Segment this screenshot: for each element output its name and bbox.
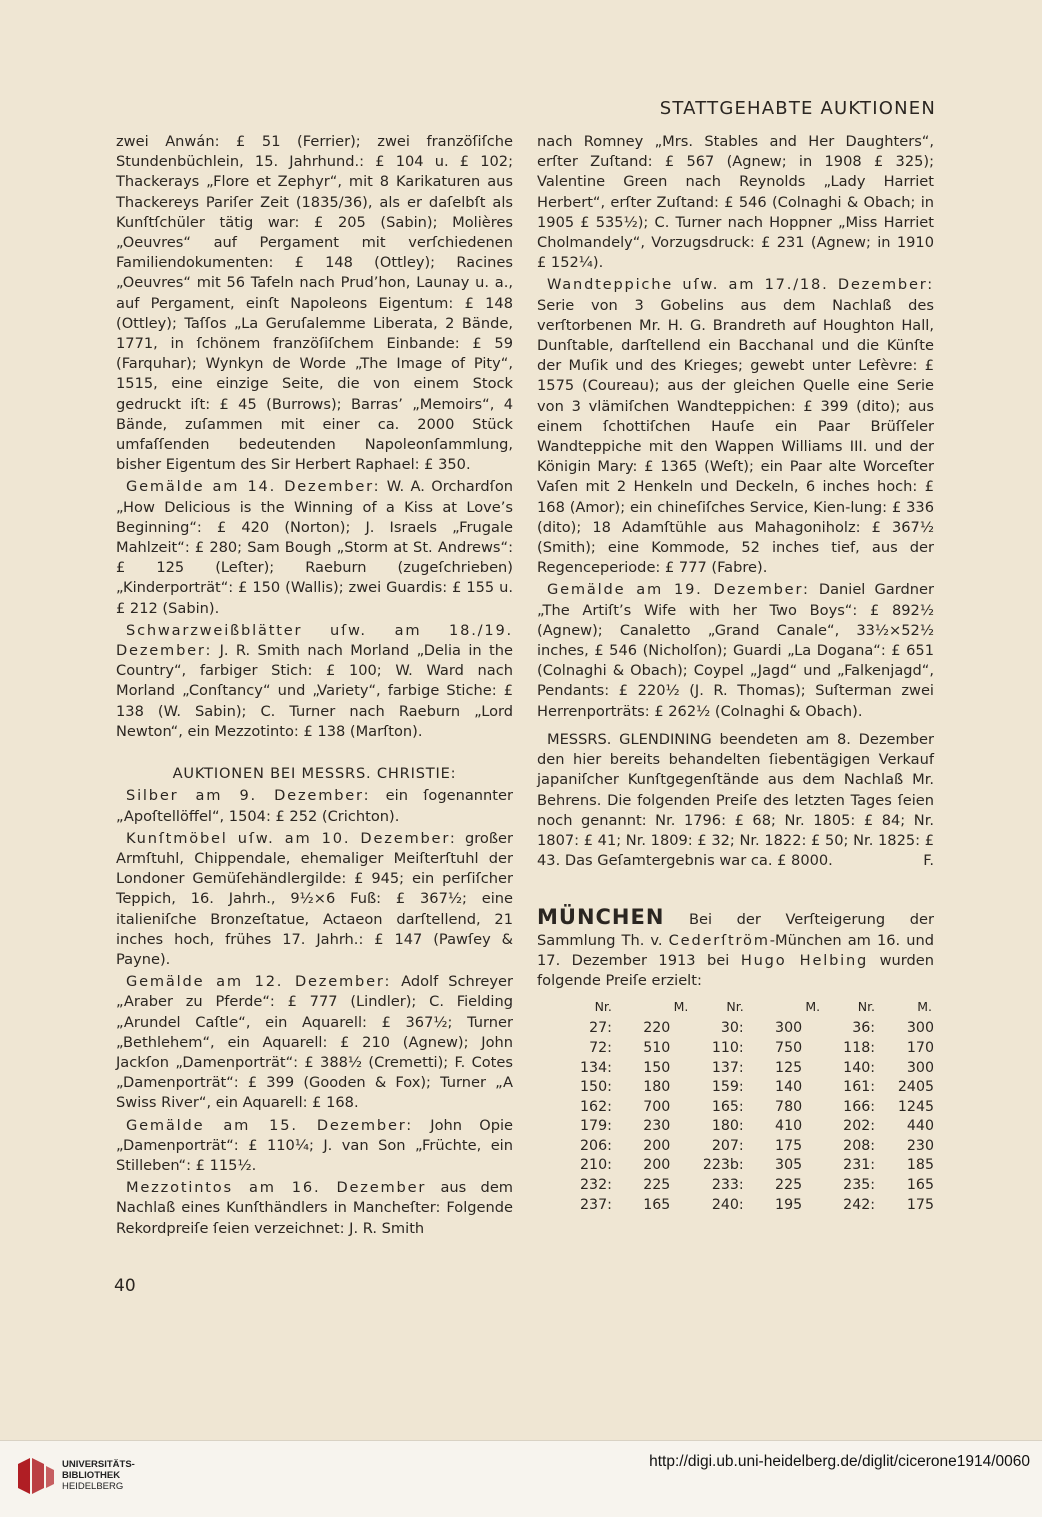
price-cell: 780 bbox=[775, 1098, 803, 1115]
price-cell: 150 bbox=[643, 1059, 671, 1076]
lot-number-cell: 207: bbox=[711, 1137, 744, 1154]
table-row bbox=[559, 1156, 934, 1176]
lot-number-cell: 150: bbox=[580, 1079, 612, 1096]
lot-number-cell: 30: bbox=[720, 1020, 744, 1037]
price-cell: 220 bbox=[643, 1020, 671, 1037]
left-column bbox=[116, 132, 513, 1239]
price-cell: 410 bbox=[775, 1118, 803, 1135]
lot-number-cell: 240: bbox=[711, 1196, 744, 1213]
collector-name: Cederſtröm bbox=[668, 931, 770, 949]
lot-number-cell: 72: bbox=[589, 1039, 612, 1056]
price-cell: 200 bbox=[643, 1157, 671, 1174]
table-header-row bbox=[559, 997, 934, 1019]
lot-number-cell: 118: bbox=[843, 1039, 876, 1056]
lot-number-cell: 179: bbox=[580, 1118, 612, 1135]
lead-in: Gemälde am 15. Dezember: bbox=[126, 1116, 414, 1134]
auction-house: Hugo Helbing bbox=[740, 951, 869, 969]
column-header: M. bbox=[917, 999, 932, 1015]
table-row bbox=[559, 1137, 934, 1157]
paragraph-text: MESSRS. GLENDINING beendeten am 8. Dezember den hier bereits behandelten ſiebentägigen Verkauf japaniſcher Kunſtgegenſtände aus dem Nachlaß Mr. Behrens. Die folgenden Preiſe des letzten Tages ſeien noch genannt: Nr. 1796: £ 68; Nr. 1805: £ 84; Nr. 1807: £ 41; Nr. 1809: £ 32; Nr. 1822: £ 50; Nr. 1825: £ 43. Das Geſamtergebnis war ca. £ 8000. bbox=[537, 730, 934, 870]
paragraph-text: ein ſogenannter „Apoſtellöffel“, 1504: £ 252 (Crichton). bbox=[116, 787, 513, 825]
lot-number-cell: 110: bbox=[711, 1039, 744, 1056]
price-cell: 1245 bbox=[897, 1098, 934, 1115]
price-cell: 305 bbox=[775, 1157, 803, 1174]
paragraph: zwei Anwán: £ 51 (Ferrier); zwei franzöſiſche Stundenbüchlein, 15. Jahrhund.: £ 104 u. £ 102; Thackerays „Flore et Zephyr“, mit 8 Karikaturen aus Thackereys Pariſer Zeit (1835/36), als er daſelbſt als Kunſtſchüler tätig war: £ 205 (Sabin); Molières „Oeuvres“ auf Pergament mit verſchiedenen Familiendokumenten: £ 148 (Ottley); Racines „Oeuvres“ mit 56 Tafeln nach Prud’hon, Launay u. a., auf Pergament, einſt Napoleons Eigentum: £ 148 (Ottley); Taſſos „La Geruſalemme Liberata, 2 Bände, 1771, in ſchönem franzöſiſchem Einbande: £ 59 (Farquhar); Wynkyn de Worde „The Image of Pity“, 1515, eine einzige Seite, die von einem Stock gedruckt iſt: £ 45 (Burrows); Barras’ „Memoirs“, 4 Bände, zuſammen mit einer ca. 2000 Stück umfaſſenden bedeutenden Napoleonſammlung, bisher Eigentum des Sir Herbert Raphael: £ 350. bbox=[116, 133, 513, 474]
paragraph-text: J. R. Smith nach Morland „Delia in the Country“, farbiger Stich: £ 100; W. Ward nach Morland „Conſtancy“ und „Variety“, farbige Stiche: £ 138 (W. Sabin); C. Turner nach Raeburn „Lord Newton“, ein Mezzotinto: £ 138 (Marſton). bbox=[116, 642, 513, 740]
author-initial: F. bbox=[923, 852, 934, 870]
running-title: STATTGEHABTE AUKTIONEN bbox=[659, 98, 936, 119]
lot-number-cell: 206: bbox=[580, 1137, 612, 1154]
lead-in: Wandteppiche uſw. am 17./18. Dezember: bbox=[547, 276, 934, 294]
lot-number-cell: 237: bbox=[580, 1196, 612, 1213]
paragraph-text: Bei der Verſteigerung der Sammlung Th. v. bbox=[537, 911, 934, 949]
price-table bbox=[559, 997, 934, 1215]
paragraph bbox=[116, 1178, 513, 1239]
paragraph bbox=[116, 477, 513, 618]
source-url[interactable]: http://digi.ub.uni-heidelberg.de/diglit/cicerone1914/0060 bbox=[649, 1453, 1030, 1470]
price-cell: 125 bbox=[775, 1059, 803, 1076]
price-cell: 165 bbox=[643, 1196, 671, 1213]
paragraph-text: wurden folgende Preiſe erzielt: bbox=[537, 951, 935, 989]
lot-number-cell: 180: bbox=[711, 1118, 744, 1135]
price-cell: 510 bbox=[643, 1039, 671, 1056]
table-row bbox=[559, 1098, 934, 1118]
paragraph bbox=[537, 730, 934, 871]
lot-number-cell: 208: bbox=[843, 1137, 876, 1154]
lead-in: Gemälde am 19. Dezember: bbox=[547, 581, 810, 599]
city-heading: MÜNCHEN bbox=[537, 905, 665, 930]
section-heading: AUKTIONEN BEI MESSRS. CHRISTIE: bbox=[172, 765, 457, 783]
lot-number-cell: 165: bbox=[711, 1098, 744, 1115]
paragraph bbox=[116, 786, 513, 826]
page-number: 40 bbox=[114, 1276, 136, 1296]
lot-number-cell: 235: bbox=[843, 1177, 876, 1194]
column-header: Nr. bbox=[594, 999, 612, 1015]
lot-number-cell: 242: bbox=[843, 1196, 876, 1213]
price-cell: 140 bbox=[775, 1079, 803, 1096]
paragraph-text: aus dem Nachlaß eines Kunſthändlers in Mancheſter: Folgende Rekordpreiſe ſeien verzeichnet: J. R. Smith bbox=[116, 1179, 514, 1237]
column-header: Nr. bbox=[726, 999, 744, 1015]
price-cell: 200 bbox=[643, 1137, 671, 1154]
lot-number-cell: 202: bbox=[843, 1118, 876, 1135]
library-logo-icon bbox=[14, 1454, 58, 1498]
lead-in: Mezzotintos am 16. Dezember bbox=[126, 1179, 427, 1197]
paragraph bbox=[116, 829, 513, 970]
library-name: UNIVERSITÄTS- BIBLIOTHEK HEIDELBERG bbox=[62, 1459, 135, 1492]
paragraph bbox=[537, 275, 934, 578]
viewer-footer bbox=[0, 1440, 1042, 1517]
column-header: M. bbox=[805, 999, 821, 1015]
lot-number-cell: 159: bbox=[711, 1079, 744, 1096]
price-cell: 170 bbox=[906, 1039, 934, 1056]
price-cell: 230 bbox=[906, 1137, 934, 1154]
lot-number-cell: 233: bbox=[711, 1177, 744, 1194]
lot-number-cell: 162: bbox=[580, 1098, 612, 1115]
lot-number-cell: 232: bbox=[580, 1177, 612, 1194]
table-row bbox=[559, 1078, 934, 1098]
paragraph-text: Daniel Gardner „The Artiſt’s Wife with her Two Boys“: £ 892½ (Agnew); Canaletto „Grand Canale“, 33½×52½ inches, £ 546 (Nicholſon); Guardi „La Dogana“: £ 651 (Colnaghi & Obach); Coypel „Jagd“ und „Falkenjagd“, Pendants: £ 220½ (J. R. Thomas); Suſterman zwei Herrenporträts: £ 262½ (Colnaghi & Obach). bbox=[537, 581, 934, 720]
price-cell: 175 bbox=[775, 1137, 803, 1154]
column-header: M. bbox=[673, 999, 689, 1015]
price-cell: 440 bbox=[906, 1118, 934, 1135]
table-row bbox=[559, 1039, 934, 1059]
right-column bbox=[537, 132, 934, 1215]
lot-number-cell: 223b: bbox=[702, 1157, 744, 1174]
lot-number-cell: 137: bbox=[711, 1059, 744, 1076]
table-row bbox=[559, 1176, 934, 1196]
price-cell: 180 bbox=[643, 1079, 671, 1096]
paragraph-text: -München am 16. und 17. Dezember 1913 bei bbox=[537, 931, 935, 969]
paragraph bbox=[116, 972, 513, 1113]
price-cell: 195 bbox=[775, 1196, 803, 1213]
paragraph-text: großer Armſtuhl, Chippendale, ehemaliger Meiſterſtuhl der Londoner Gemüſehändlergilde: £ 945; ein perſiſcher Teppich, 16. Jahrh., 9½×6 Fuß: £ 367½; eine italieniſche Bronzeſtatue, Actaeon darſtellend, 21 inches hoch, frühes 17. Jahrh.: £ 147 (Pawſey & Payne). bbox=[116, 829, 514, 968]
paragraph-text: John Opie „Damenporträt“: £ 110¼; J. van Son „Früchte, ein Stilleben“: £ 115½. bbox=[116, 1116, 514, 1174]
price-cell: 300 bbox=[775, 1020, 803, 1037]
paragraph: nach Romney „Mrs. Stables and Her Daughters“, erſter Zuſtand: £ 567 (Agnew; in 1908 £ 325); Valentine Green nach Reynolds „Lady Harriet Herbert“, erſter Zuſtand: £ 546 (Colnaghi & Obach; in 1905 £ 535½); C. Turner nach Hoppner „Miss Harriet Cholmandely“, Vorzugsdruck: £ 231 (Agnew; in 1910 £ 152¼). bbox=[537, 133, 934, 272]
paragraph bbox=[116, 1116, 513, 1177]
price-cell: 185 bbox=[906, 1157, 934, 1174]
lead-in: Schwarzweißblätter uſw. am 18./19. Dezember: bbox=[116, 621, 513, 660]
table-row bbox=[559, 1019, 934, 1039]
paragraph bbox=[537, 907, 934, 991]
price-cell: 750 bbox=[775, 1039, 803, 1056]
paragraph-text: W. A. Orchardſon „How Delicious is the Winning of a Kiss at Love’s Beginning“: £ 420 (Norton); J. Israels „Frugale Mahlzeit“: £ 280; Sam Bough „Storm at St. Andrews“: £ 125 (Leſter); Raeburn (zugeſchrieben) „Kinderporträt“: £ 150 (Wallis); zwei Guardis: £ 155 u. £ 212 (Sabin). bbox=[116, 478, 513, 617]
lot-number-cell: 36: bbox=[852, 1020, 876, 1037]
lot-number-cell: 161: bbox=[843, 1079, 876, 1096]
munich-section bbox=[537, 907, 934, 1215]
paragraph-text: Serie von 3 Gobelins aus dem Nachlaß des verſtorbenen Mr. H. G. Brandreth auf Houghton Hall, Dunſtable, darſtellend ein Bacchanal und die Künſte der Muſik und des Krieges; gewebt unter Lefèvre: £ 1575 (Coureau); aus der gleichen Quelle eine Serie von 3 vlämiſchen Wandteppichen: £ 399 (dito); aus einem ſchottiſchen Hauſe ein Paar Brüſſeler Wandteppiche mit den Wappen Williams III. und der Königin Mary: £ 1365 (Weſt); ein Paar alte Worceſter Vaſen mit 2 Henkeln und Deckeln, 6 inches hoch: £ 168 (Amor); ein chineſiſches Service, Kien-lung: £ 336 (dito); 18 Adamſtühle aus Mahagoniholz: £ 367½ (Smith); eine Kommode, 52 inches tief, aus der Regenceperiode: £ 777 (Fabre). bbox=[537, 296, 934, 577]
lot-number-cell: 27: bbox=[589, 1020, 612, 1037]
price-cell: 300 bbox=[906, 1059, 934, 1076]
paragraph bbox=[116, 621, 513, 742]
lead-in: Kunſtmöbel uſw. am 10. Dezember: bbox=[126, 829, 457, 847]
lot-number-cell: 210: bbox=[580, 1157, 612, 1174]
price-cell: 2405 bbox=[897, 1079, 934, 1096]
lead-in: Silber am 9. Dezember: bbox=[126, 787, 371, 805]
lead-in: Gemälde am 12. Dezember: bbox=[126, 973, 392, 991]
lot-number-cell: 166: bbox=[843, 1098, 876, 1115]
price-cell: 300 bbox=[906, 1020, 934, 1037]
price-cell: 700 bbox=[643, 1098, 671, 1115]
price-cell: 165 bbox=[906, 1177, 934, 1194]
lead-in: Gemälde am 14. Dezember: bbox=[126, 478, 381, 496]
lot-number-cell: 134: bbox=[580, 1059, 612, 1076]
table-row bbox=[559, 1196, 934, 1216]
table-row bbox=[559, 1059, 934, 1079]
lot-number-cell: 140: bbox=[843, 1059, 876, 1076]
price-cell: 225 bbox=[643, 1177, 671, 1194]
price-cell: 230 bbox=[643, 1118, 671, 1135]
column-header: Nr. bbox=[857, 999, 876, 1015]
table-row bbox=[559, 1117, 934, 1137]
price-cell: 225 bbox=[775, 1177, 803, 1194]
paragraph-text: Adolf Schreyer „Araber zu Pferde“: £ 777 (Lindler); C. Fielding „Arundel Caſtle“, ein Aquarell: £ 367½; Turner „Bethlehem“, ein Aquarell: £ 210 (Agnew); John Jackſon „Damenporträt“: £ 388½ (Cremetti); F. Cotes „Damenporträt“: £ 399 (Gooden & Fox); Turner „A Swiss River“, ein Aquarell: £ 168. bbox=[116, 973, 514, 1112]
paragraph bbox=[537, 580, 934, 721]
lot-number-cell: 231: bbox=[843, 1157, 876, 1174]
price-cell: 175 bbox=[906, 1196, 934, 1213]
